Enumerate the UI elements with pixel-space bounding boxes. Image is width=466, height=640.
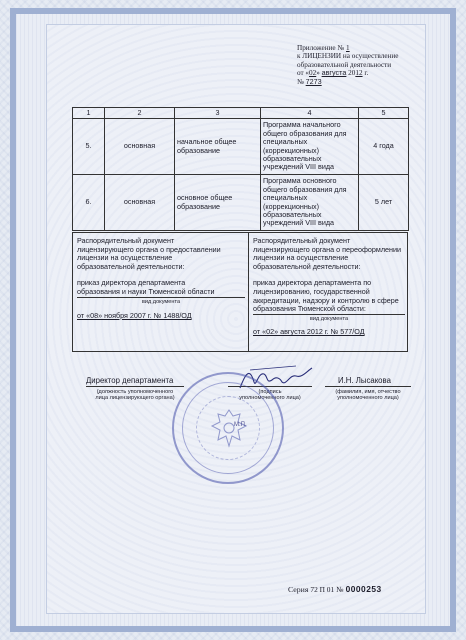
programs-table: [72, 107, 409, 231]
form-series: Серия 72 П 01 № 0000253: [288, 584, 382, 594]
reissue-order-date: от «02» августа 2012 г. № 577/ОД: [253, 327, 365, 337]
appendix-activity-line: образовательной деятельности: [297, 60, 392, 69]
appendix-date-year: 12: [355, 69, 363, 78]
table-header-cell: 3: [175, 108, 261, 119]
position-line: [86, 386, 184, 387]
table-row: [73, 119, 409, 175]
name-caption: (фамилия, имя, отчество уполномоченного лица): [335, 389, 401, 402]
row-term: 4 года: [359, 119, 409, 175]
row-education: начальное общее образование: [175, 119, 261, 175]
appendix-date: от «02» августа 2012 г.: [297, 68, 369, 78]
row-program: Программа основного общего образования для специальных (коррекционных) образовательных учреждений VIII вида: [261, 175, 359, 231]
table-header-cell: 5: [359, 108, 409, 119]
orders-divider: [248, 233, 249, 351]
table-header-cell: 1: [73, 108, 105, 119]
row-education: основное общее образование: [175, 175, 261, 231]
table-header-row: [73, 108, 409, 119]
row-program: Программа начального общего образования для специальных (коррекционных) образовательных учреждений VIII вида: [261, 119, 359, 175]
order-issue-column: Распорядительный документ лицензирующего органа о предоставлении лицензии на осуществление образовательной деятельности: приказ директора департамента образования и науки Тюменской области вид документа от «08» ноября 2007 г. № 1488/ОД: [77, 237, 245, 321]
series-number: 0000253: [345, 584, 382, 594]
doc-type-caption: вид документа: [309, 315, 349, 322]
row-term: 5 лет: [359, 175, 409, 231]
official-seal: [172, 372, 284, 484]
appendix-date-day: 02: [309, 69, 317, 78]
doc-type-caption: вид документа: [141, 298, 181, 305]
row-number: 6.: [73, 175, 105, 231]
appendix-reg-number: № 7273: [297, 76, 322, 86]
orders-box: [72, 232, 408, 352]
stamp-mark: М.П.: [234, 422, 247, 428]
position-caption: (должность уполномоченного лица лицензирующего органа): [95, 389, 175, 402]
appendix-label: Приложение №: [297, 44, 345, 52]
table-header-cell: 2: [105, 108, 175, 119]
name-line: [325, 386, 411, 387]
row-number: 5.: [73, 119, 105, 175]
appendix-number: 1: [346, 44, 350, 52]
appendix-license-line: к ЛИЦЕНЗИИ на осуществление: [297, 52, 399, 61]
signature-caption: (подпись уполномоченного лица): [239, 389, 301, 402]
appendix-date-month: августа: [321, 68, 347, 78]
order-reissue-column: Распорядительный документ лицензирующего органа о переоформлении лицензии на осуществление образовательной деятельности: приказ директора департамента по лицензированию, государственной аккредитации, надзору и контролю в сфере образования Тюменской области: вид документа от «02» августа 2012 г. № 577/ОД: [253, 237, 405, 337]
table-header-cell: 4: [261, 108, 359, 119]
coat-of-arms-icon: [204, 404, 254, 454]
signatory-name: И.Н. Лысакова: [338, 376, 391, 385]
table-row: [73, 175, 409, 231]
row-level: основная: [105, 175, 175, 231]
signatory-position: Директор департамента: [86, 376, 174, 385]
appendix-header: [297, 44, 427, 86]
issue-order-date: от «08» ноября 2007 г. № 1488/ОД: [77, 310, 192, 320]
row-level: основная: [105, 119, 175, 175]
series-code: 72 П 01: [310, 585, 335, 594]
